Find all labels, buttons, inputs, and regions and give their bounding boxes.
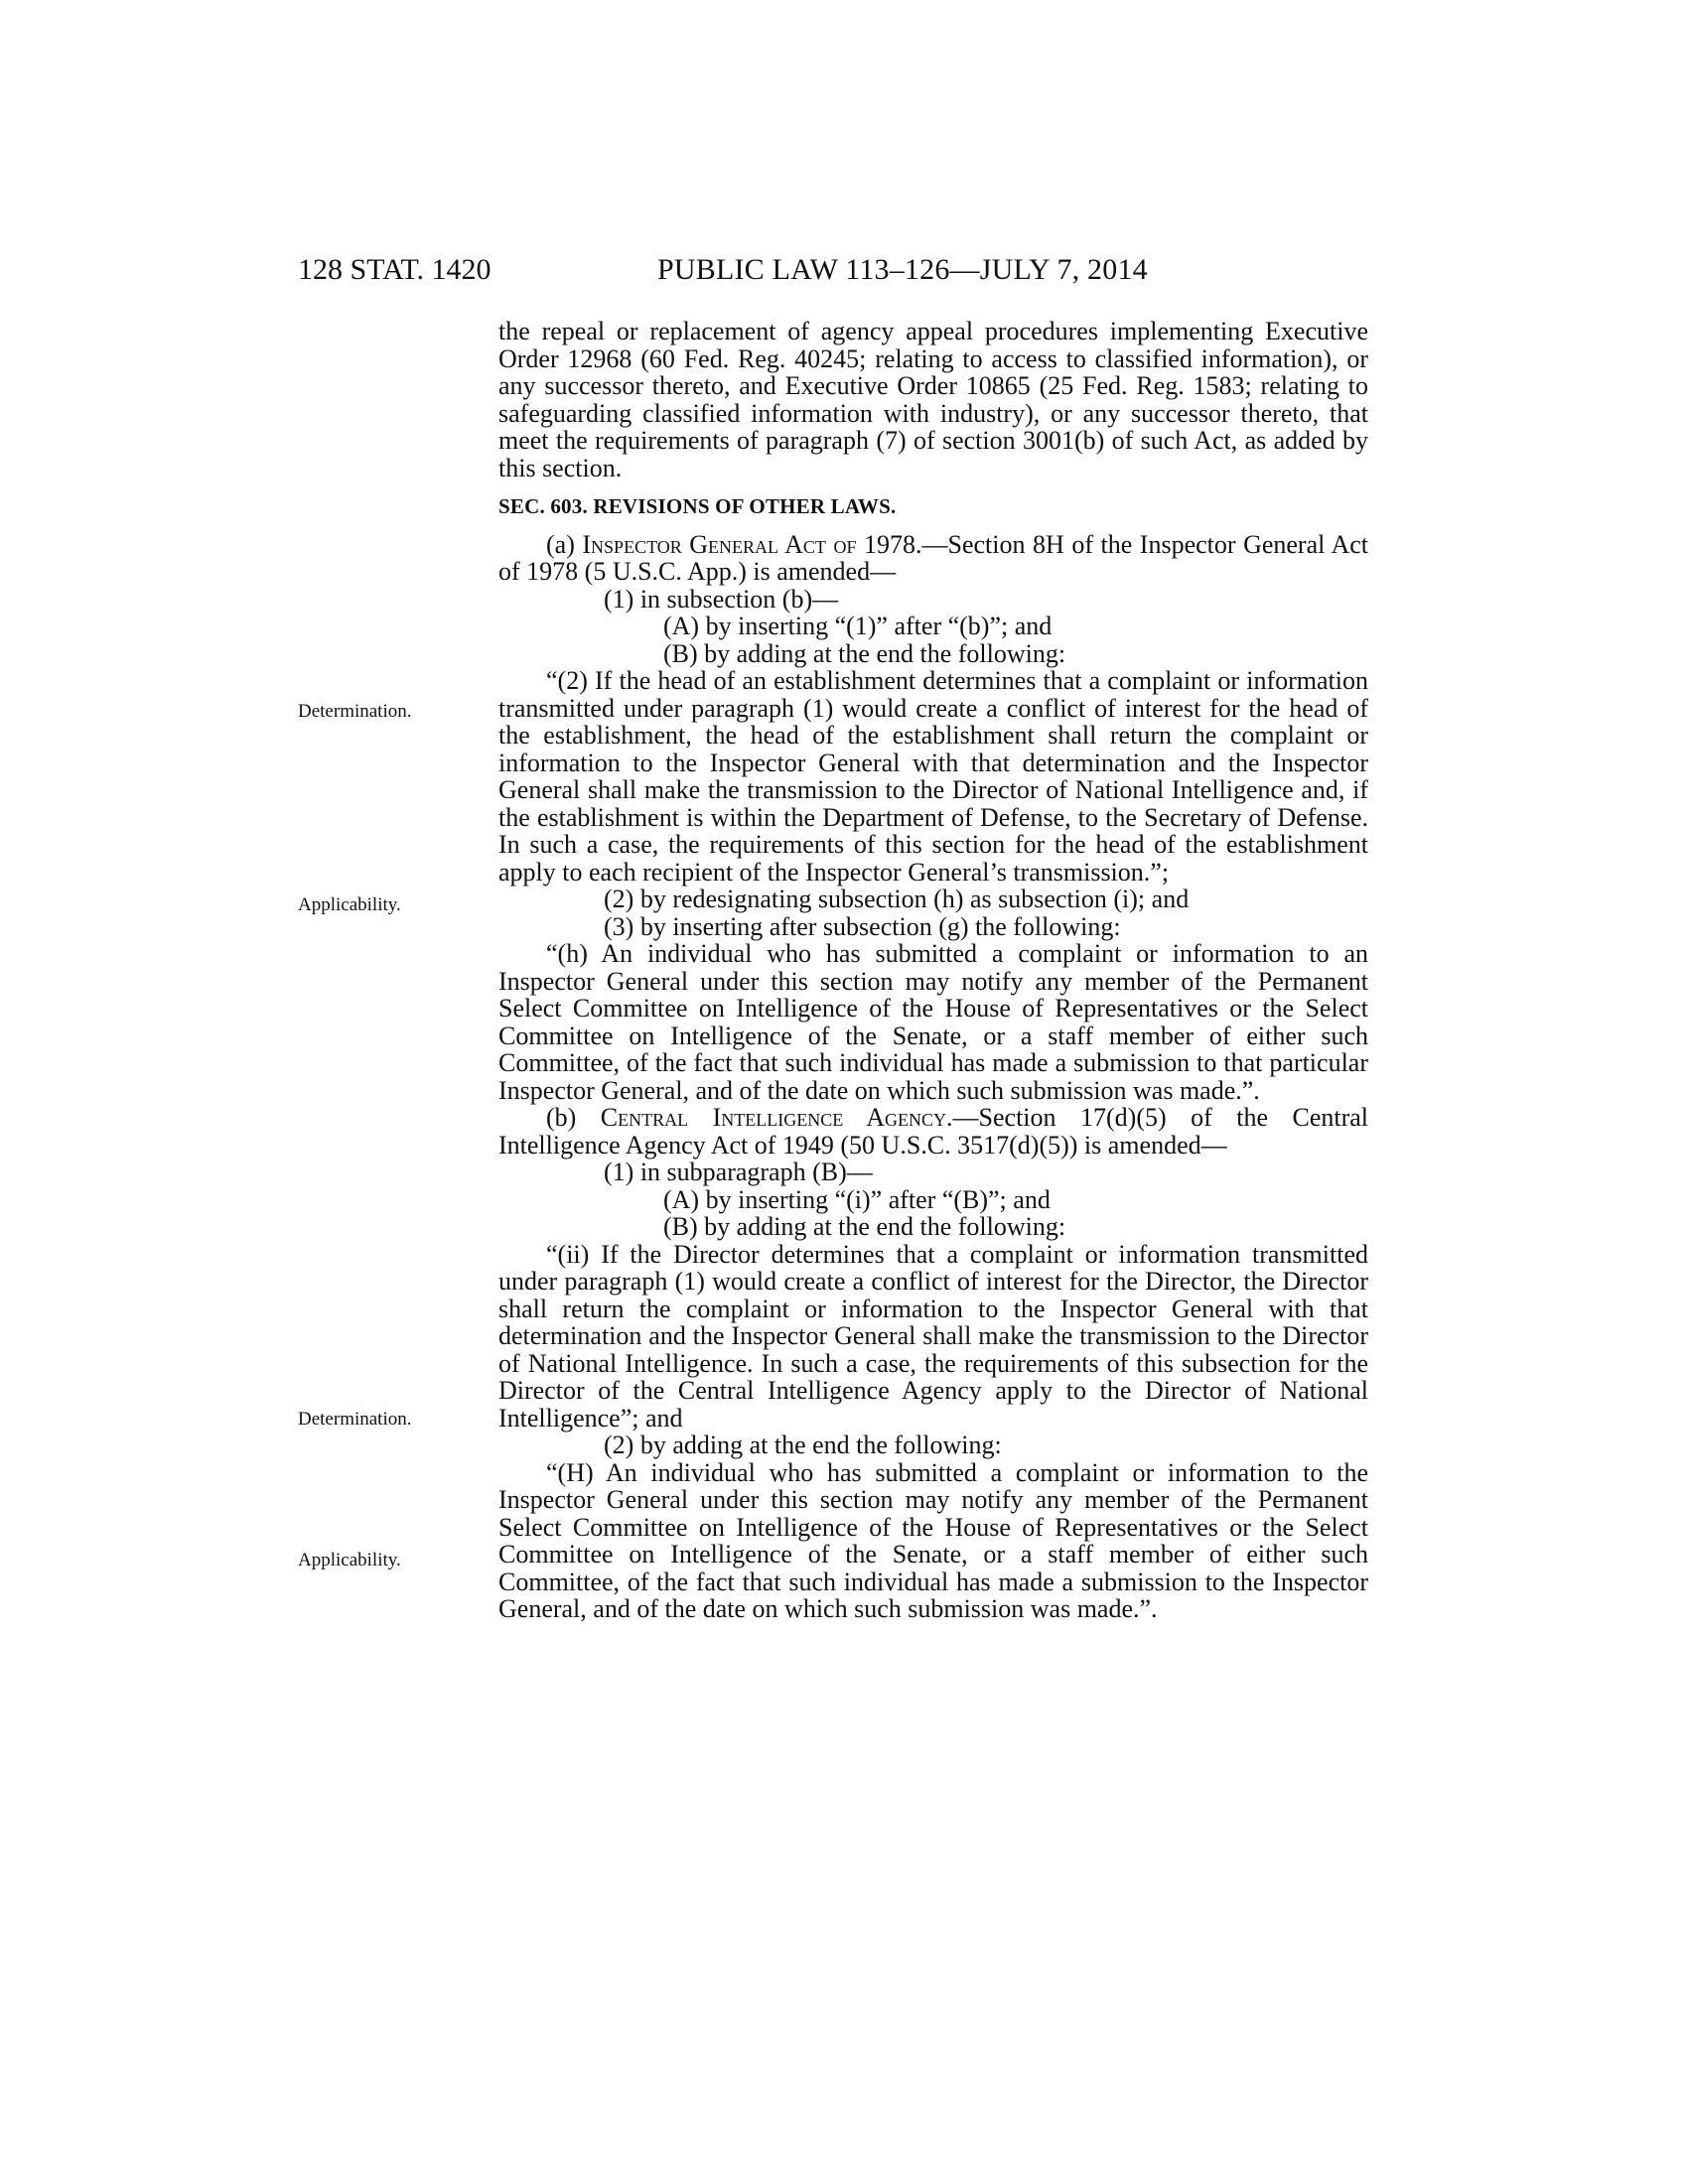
subparagraph-b1A: (A) by inserting “(i)” after “(B)”; and (663, 1184, 1051, 1214)
statute-body (498, 318, 1368, 1623)
subparagraph-a1B: (B) by adding at the end the following: (663, 638, 1066, 668)
paragraph-a2: (2) by redesignating subsection (h) as subsection (i); and (604, 885, 1190, 913)
quoted-paragraph-2: “(2) If the head of an establishment determines that a complaint or information transmitted under paragraph (1) would create a conflict of interest for the head of the establishment, the head of the establishment shall return the complaint or information to the Inspector General with that determination and the Inspector General shall make the transmission to the Director of National Intelligence and, if the establishment is within the Department of Defense, to the Secretary of Defense. In such a case, the requirements of this section for the head of the establishment apply to each recipient of the Inspector General’s transmission.”; (498, 666, 1368, 887)
margin-note-determination: Determination. (298, 1409, 412, 1430)
quoted-subsection-h: “(h) An individual who has submitted a complaint or information to an Inspector General under this section may notify any member of the Permanent Select Committee on Intelligence of the House of Representatives or the Select Committee on Intelligence of the Senate, or a staff member of either such Committee, of the fact that such individual has made a submission to that particular Inspector General, and of the date on which such submission was made.”. (498, 939, 1368, 1105)
subsection-b: (b) Central Intelligence Agency.—Section 17(d)(5) of the Central Intelligence Agency Act of 1949 (50 U.S.C. 3517(d)(5)) is amended— (498, 1103, 1369, 1160)
subsection-a-caption: Inspector General Act of 1978 (582, 529, 915, 559)
quoted-subparagraph-H: “(H) An individual who has submitted a complaint or information to the Inspector General under this section may notify any member of the Permanent Select Committee on Intelligence of the House of Representatives or the Select Committee on Intelligence of the Senate, or a staff member of either such Committee, of the fact that such individual has made a submission to the Inspector General, and of the date on which such submission was made.”. (498, 1457, 1368, 1623)
margin-note-applicability: Applicability. (298, 894, 401, 915)
paragraph-b2: (2) by adding at the end the following: (604, 1431, 1002, 1459)
subsection-a: (a) Inspector General Act of 1978.—Section 8H of the Inspector General Act of 1978 (5 U.S.C. App.) is amended— (498, 529, 1368, 586)
stat-citation: 128 STAT. 1420 (298, 253, 492, 286)
quoted-clause-ii: “(ii) If the Director determines that a complaint or information transmitted under paragraph (1) would create a conflict of interest for the Director, the Director shall return the complaint or information to the Inspector General with that determination and the Inspector General shall make the transmission to the Director of National Intelligence. In such a case, the requirements of this subsection for the Director of the Central Intelligence Agency apply to the Director of National Intelligence”; and (498, 1239, 1368, 1433)
paragraph-a3: (3) by inserting after subsection (g) the following: (604, 911, 1121, 941)
paragraph-a1: (1) in subsection (b)— (604, 584, 839, 614)
page-header (0, 252, 1688, 292)
margin-note-applicability: Applicability. (298, 1550, 401, 1570)
page-title: PUBLIC LAW 113–126—JULY 7, 2014 (657, 253, 1148, 286)
margin-note-determination: Determination. (298, 701, 412, 722)
paragraph-b1: (1) in subparagraph (B)— (604, 1158, 873, 1186)
section-heading: SEC. 603. REVISIONS OF OTHER LAWS. (498, 494, 897, 518)
subparagraph-a1A: (A) by inserting “(1)” after “(b)”; and (663, 612, 1053, 640)
intro-paragraph: the repeal or replacement of agency appeal procedures implementing Executive Order 12968 (60 Fed. Reg. 40245; relating to access to classified information), or any successor thereto, and Executive Order 10865 (25 Fed. Reg. 1583; relating to safeguarding classified information with industry), or any successor thereto, that meet the requirements of paragraph (7) of section 3001(b) of such Act, as added by this section. (498, 317, 1368, 482)
subsection-b-caption: Central Intelligence Agency (600, 1103, 947, 1132)
subparagraph-b1B: (B) by adding at the end the following: (663, 1212, 1066, 1241)
